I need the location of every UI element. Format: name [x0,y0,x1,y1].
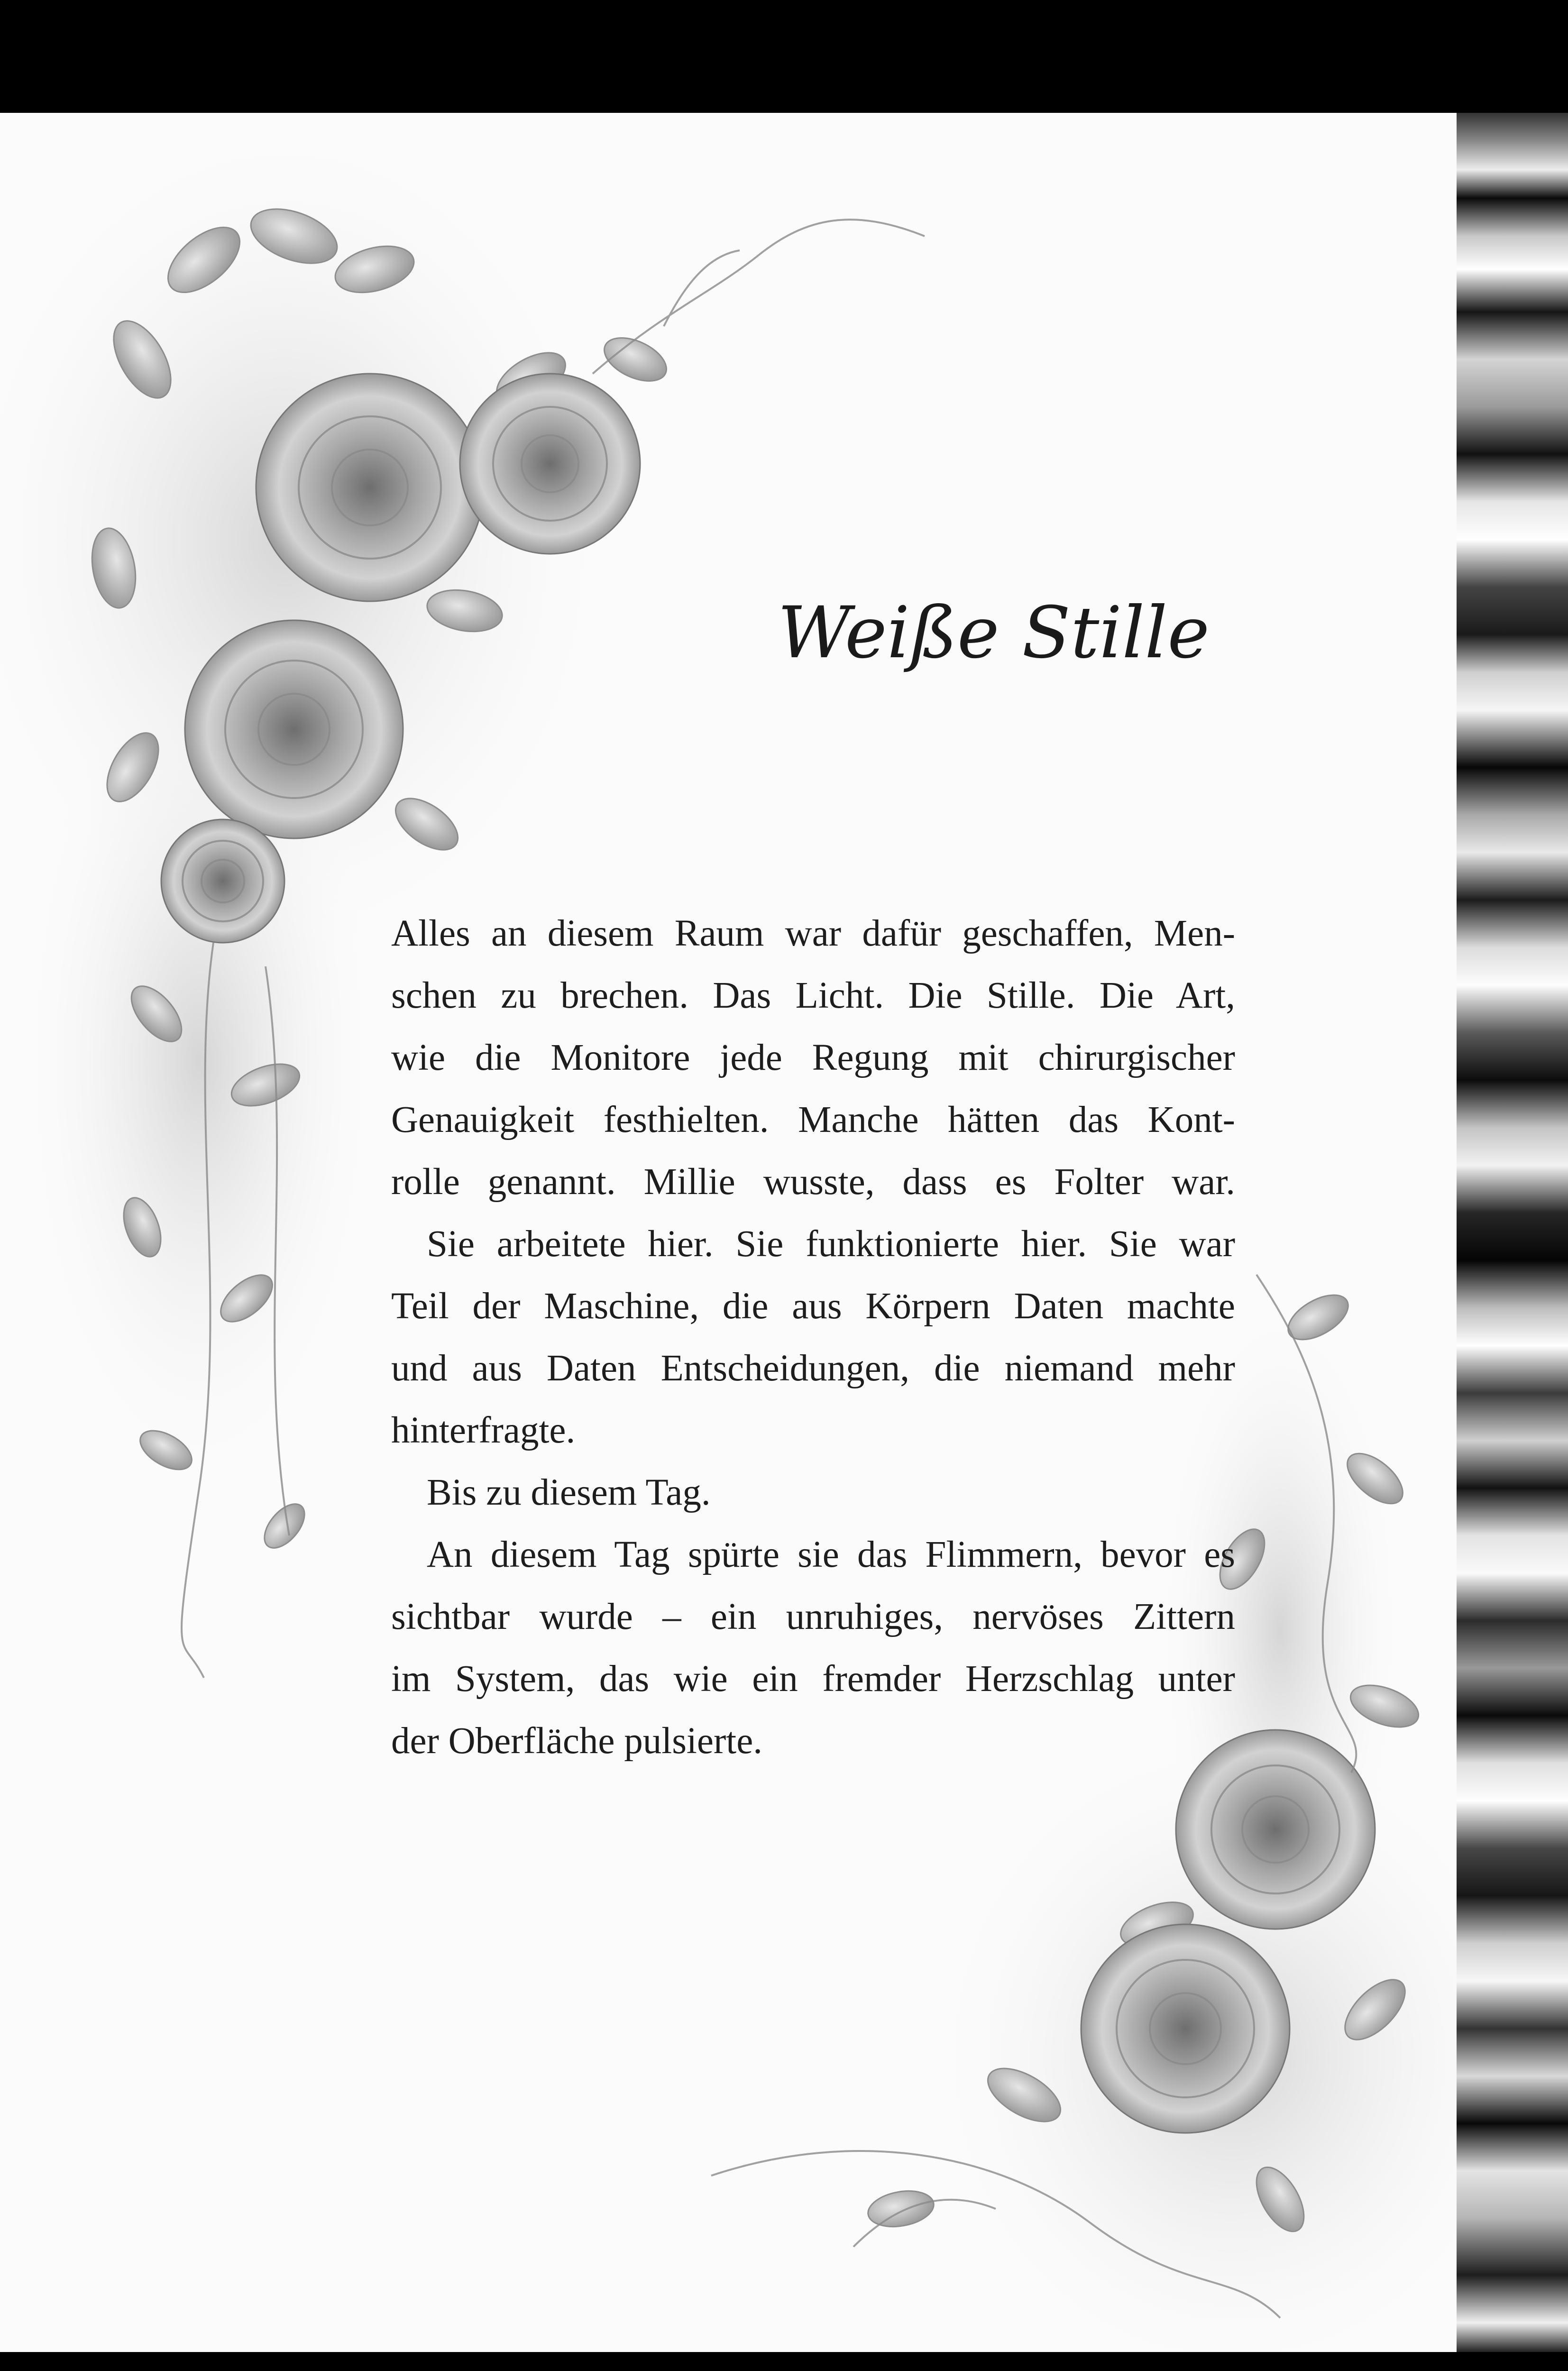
text-line: An diesem Tag spürte sie das Flimmern, bevor es [427,1534,1235,1575]
paragraph [391,1461,1235,1524]
text-line: hinterfragte. [391,1410,576,1451]
text-line: Teil der Maschine, die aus Körpern Daten machte [391,1286,1235,1327]
page-edge-strip [1457,113,1568,2352]
text-line: der Oberfläche pulsierte. [391,1720,763,1762]
paragraph [391,1213,1235,1461]
text-line: Alles an diesem Raum war dafür geschaffen, Men- [391,913,1235,954]
text-line: schen zu brechen. Das Licht. Die Stille. Die Art, [391,975,1235,1016]
chapter-title: Weiße Stille [778,592,1210,674]
body-text [391,902,1235,1772]
paragraph [391,902,1235,1213]
text-line: im System, das wie ein fremder Herzschlag unter [391,1658,1235,1700]
text-line: Genauigkeit festhielten. Manche hätten das Kont- [391,1099,1235,1140]
book-page [0,113,1457,2352]
text-line: Bis zu diesem Tag. [427,1472,711,1513]
text-line: rolle genannt. Millie wusste, dass es Folter war. [391,1161,1235,1203]
text-line: und aus Daten Entscheidungen, die niemand mehr [391,1348,1235,1389]
text-line: Sie arbeitete hier. Sie funktionierte hier. Sie war [427,1223,1235,1265]
top-black-border [0,0,1568,113]
paragraph [391,1524,1235,1772]
bottom-black-border [0,2352,1568,2371]
text-line: sichtbar wurde – ein unruhiges, nervöses Zittern [391,1596,1235,1637]
text-line: wie die Monitore jede Regung mit chirurgischer [391,1037,1235,1078]
